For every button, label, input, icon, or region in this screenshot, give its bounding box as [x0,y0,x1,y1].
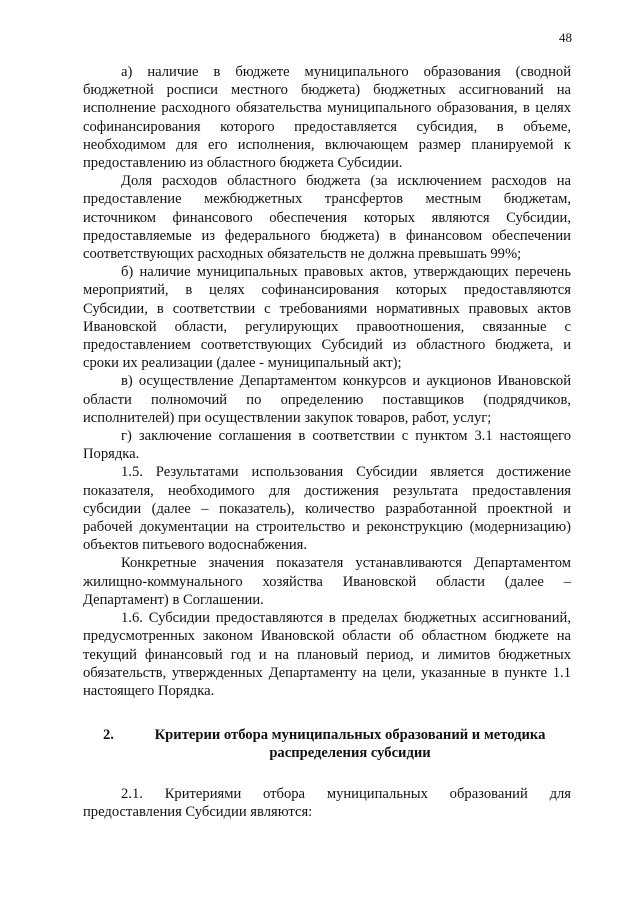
paragraph-selection-criteria: 2.1. Критериями отбора муниципальных образований для предоставления Субсидии являются: [83,785,571,820]
page-number: 48 [559,30,572,45]
page-content [83,63,571,821]
section-number: 2. [103,727,114,744]
paragraph-procurement: в) осуществление Департаментом конкурсов и аукционов Ивановской области полномочий по определению поставщиков (подрядчиков, исполнителей) при осуществлении закупок товаров, работ, услуг; [83,373,571,426]
paragraph-subsidy-limits: 1.6. Субсидии предоставляются в пределах бюджетных ассигнований, предусмотренных законом Ивановской области об областном бюджете на текущий финансовый год и на плановый период, и лимитов бюджетных обязательств, утвержденных Департаменту на цели, указанные в пункте 1.1 настоящего Порядка. [83,610,571,699]
paragraph-indicator-values: Конкретные значения показателя устанавливаются Департаментом жилищно-коммунального хозяйства Ивановской области (далее – Департамент) в Соглашении. [83,555,571,608]
paragraph-agreement: г) заключение соглашения в соответствии с пунктом 3.1 настоящего Порядка. [83,428,571,463]
paragraph-municipal-acts: б) наличие муниципальных правовых актов, утверждающих перечень мероприятий, в целях софинансирования которых предоставляются Субсидии, в соответствии с требованиями нормативных правовых актов Ивановской области, регулирующих правоотношения, связанные с предоставлением соответствующих Субсидий из областного бюджета, и сроки их реализации (далее - муниципальный акт); [83,264,571,372]
section-heading [83,726,571,762]
paragraph-budget-availability: а) наличие в бюджете муниципального образования (сводной бюджетной росписи местного бюджета) бюджетных ассигнований на исполнение расходного обязательства муниципального образования, в целях софинансирования которого предоставляется субсидия, в объеме, необходимом для его исполнения, включающем размер планируемой к предоставлению из областного бюджета Субсидии. [83,64,571,172]
section-title: Критерии отбора муниципальных образований и методика распределения субсидии [154,727,546,762]
paragraph-budget-share: Доля расходов областного бюджета (за исключением расходов на предоставление межбюджетных трансфертов местным бюджетам, источником финансового обеспечения которых являются Субсидии, предоставляемые из федерального бюджета) в финансовом обеспечении соответствующих расходных обязательств не должна превышать 99%; [83,173,571,263]
paragraph-subsidy-results: 1.5. Результатами использования Субсидии является достижение показателя, необходимого для достижения результата предоставления субсидии (далее – показатель), количество разработанной проектной и рабочей документации на строительство и реконструкцию (модернизацию) объектов питьевого водоснабжения. [83,464,571,554]
